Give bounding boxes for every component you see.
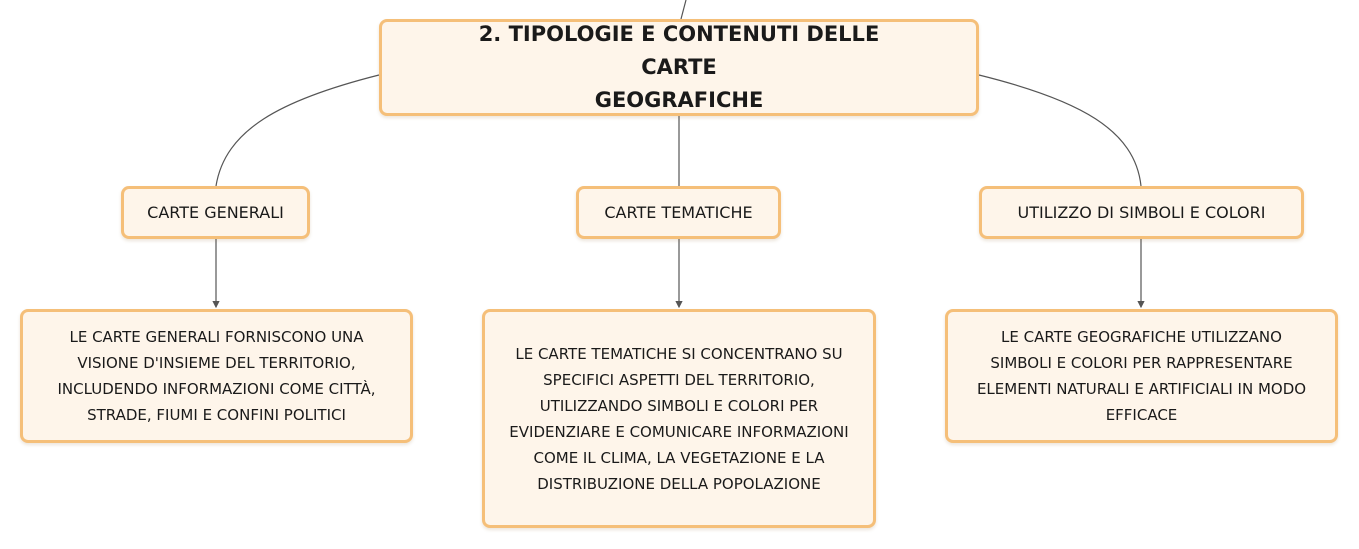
topic-label: UTILIZZO DI SIMBOLI E COLORI (1017, 203, 1266, 222)
topic-label: CARTE GENERALI (147, 203, 284, 222)
connector-root-to-simboli-colori (979, 75, 1141, 186)
description-text: LE CARTE GENERALI FORNISCONO UNA VISIONE D'INSIEME DEL TERRITORIO, INCLUDENDO INFORMAZIONI COME CITTÀ, STRADE, FIUMI E CONFINI POLITICI (57, 328, 376, 424)
root-topic-title: 2. TIPOLOGIE E CONTENUTI DELLE CARTE GEOGRAFICHE (478, 22, 880, 112)
connector-root-to-carte-generali (216, 75, 379, 186)
topic-carte-tematiche[interactable] (576, 186, 781, 239)
topic-carte-generali[interactable] (121, 186, 310, 239)
topic-utilizzo-simboli-colori[interactable] (979, 186, 1304, 239)
connector-parent-to-root (681, 0, 686, 19)
description-carte-tematiche[interactable] (482, 309, 876, 528)
description-utilizzo-simboli-colori[interactable] (945, 309, 1338, 443)
description-carte-generali[interactable] (20, 309, 413, 443)
description-text: LE CARTE TEMATICHE SI CONCENTRANO SU SPECIFICI ASPETTI DEL TERRITORIO, UTILIZZANDO SIMBOLI E COLORI PER EVIDENZIARE E COMUNICARE INFORMAZIONI COME IL CLIMA, LA VEGETAZIONE E LA DISTRIBUZIONE DELLA POPOLAZIONE (509, 344, 849, 493)
root-topic-node[interactable] (379, 19, 979, 116)
topic-label: CARTE TEMATICHE (604, 203, 753, 222)
description-text: LE CARTE GEOGRAFICHE UTILIZZANO SIMBOLI E COLORI PER RAPPRESENTARE ELEMENTI NATURALI E ARTIFICIALI IN MODO EFFICACE (976, 328, 1307, 424)
